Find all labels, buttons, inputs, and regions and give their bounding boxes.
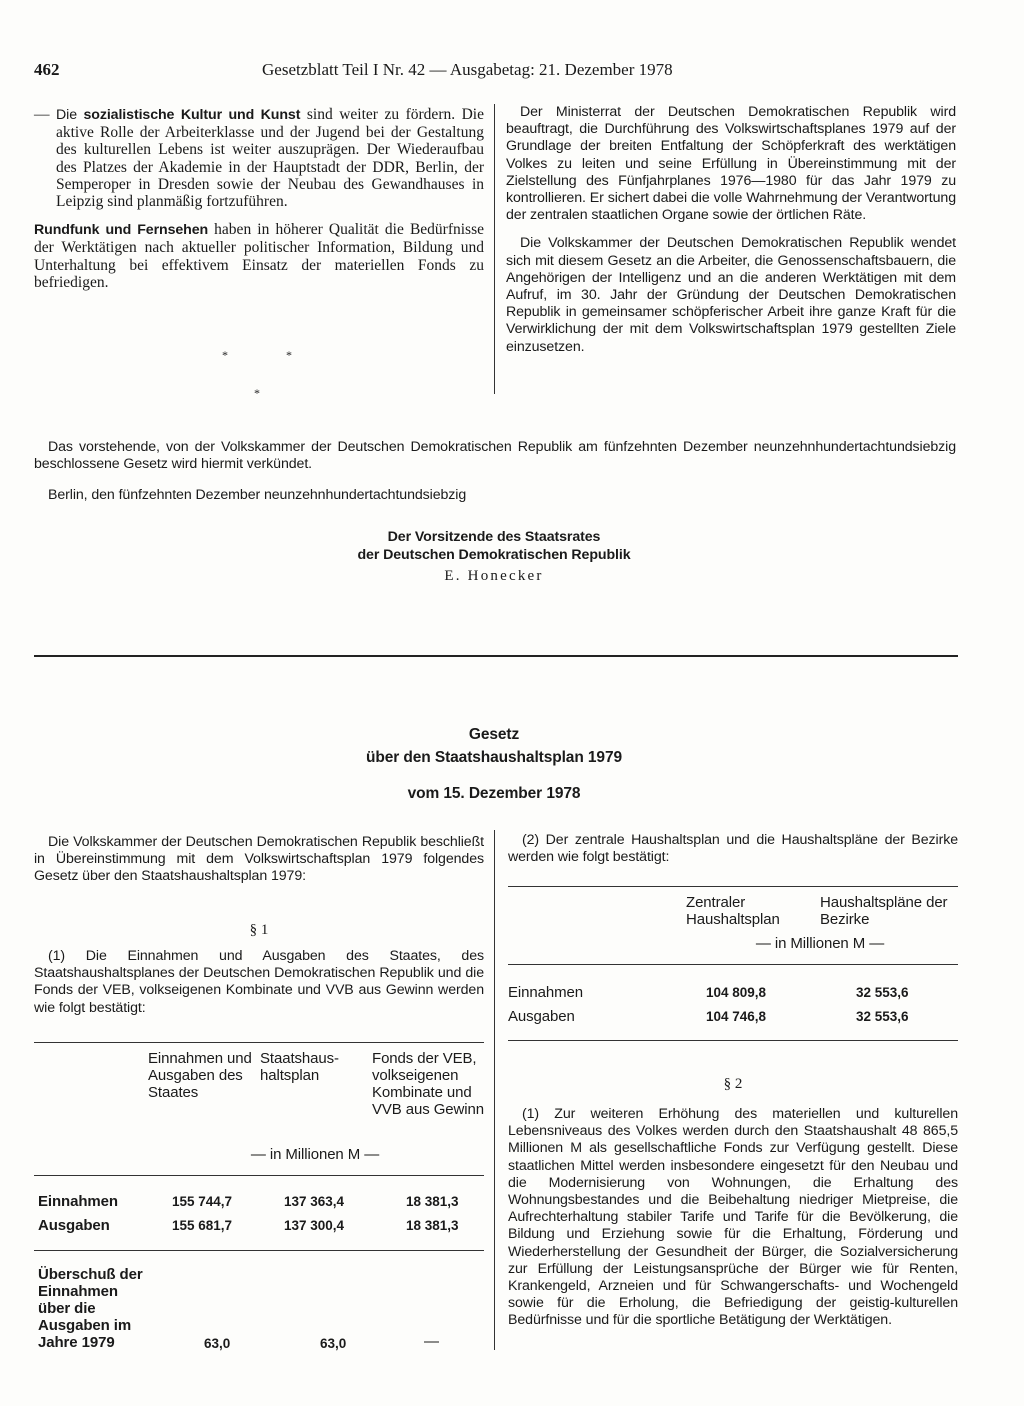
section-star: *: [254, 386, 260, 400]
table1-row-label: Ausgaben: [38, 1217, 110, 1234]
signature-title-line2: der Deutschen Demokratischen Republik: [357, 547, 631, 563]
table1-surplus-cell: —: [424, 1333, 439, 1350]
table1-mid-rule: [34, 1250, 484, 1251]
culture-text: sind weiter zu fördern. Die aktive Rolle der Arbeiterklasse und der Jugend bei der Gestaltung des kulturellen Lebens ist weiter auszuprägen. Der Wiederaufbau des Platzes der Akademie in der Hauptstadt der DDR, Berlin, der Semperoper in Dresden sowie der Neubau des Gewandhauses in Leipzig sind planmäßig fortzuführen.: [56, 106, 484, 211]
law-intro: Die Volkskammer der Deutschen Demokratischen Republik beschließt in Übereinstimmung mit dem Volkswirtschaftsplan 1979 folgendes Gesetz über den Staatshaushaltsplan 1979:: [34, 834, 484, 885]
column-divider: [494, 104, 495, 394]
top-left-column: [34, 106, 484, 291]
law-subtitle: über den Staatshaushaltsplan 1979: [366, 749, 622, 766]
section-1-para-2: (2) Der zentrale Haushaltsplan und die Haushaltspläne der Bezirke werden wie folgt bestätigt:: [508, 832, 958, 866]
header-title: Gesetzblatt Teil I Nr. 42 — Ausgabetag: 21. Dezember 1978: [262, 60, 673, 79]
page-number: 462: [34, 60, 60, 79]
table1-surplus-cell: 63,0: [320, 1336, 347, 1351]
table2-cell: 32 553,6: [856, 1009, 909, 1024]
council-paragraph: Der Ministerrat der Deutschen Demokratischen Republik wird beauftragt, die Durchführung des Volkswirtschaftsplanes 1979 auf der Grundlage der breiten Entfaltung der Schöpferkraft des werktätigen Volkes zu leiten und seine Erfüllung in Übereinstimmung mit der Zielstellung des Fünfjahrplanes 1976—1980 für das Jahr 1979 zu kontrollieren. Er sichert dabei die volle Wahrnehmung der Verantwortung der zentralen staatlichen Organe sowie der örtlichen Räte.: [506, 104, 956, 224]
table1-surplus-cell: 63,0: [204, 1336, 231, 1351]
table2-cell: 104 809,8: [706, 985, 767, 1000]
table1-cell: 137 300,4: [284, 1218, 345, 1233]
proclamation-text: Das vorstehende, von der Volkskammer der Deutschen Demokratischen Republik am fünfzehnten Dezember neunzehnhundertachtundsiebzig beschlossene Gesetz wird hiermit verkündet.: [34, 439, 956, 473]
table1-row-label: Einnahmen: [38, 1193, 118, 1210]
law-title: Gesetz: [468, 726, 520, 743]
culture-bold: sozialistische Kultur und Kunst: [83, 107, 301, 123]
table2-bottom-rule: [508, 1040, 958, 1041]
table2-top-rule: [508, 886, 958, 887]
table1-cell: 18 381,3: [406, 1194, 459, 1209]
section-star: *: [286, 348, 292, 362]
signature-title-line1: Der Vorsitzende des Staatsrates: [387, 529, 601, 545]
section-divider: [34, 655, 958, 657]
section-2-heading: § 2: [723, 1076, 743, 1092]
broadcast-paragraph: [34, 221, 484, 291]
law-date: vom 15. Dezember 1978: [407, 785, 581, 802]
section-1-heading: § 1: [249, 922, 269, 938]
column-divider: [494, 830, 495, 1350]
table1-cell: 155 681,7: [172, 1218, 233, 1233]
section-2-para-1: (1) Zur weiteren Erhöhung des materiellen und kulturellen Lebensniveaus des Volkes werden durch den Staatshaushalt 48 865,5 Millionen M als gesellschaftliche Fonds zur Verfügung gestellt. Diese staatlichen Mittel werden insbesondere eingesetzt für den Neubau und die Modernisierung von Wohnungen, die Erhaltung des Wohnungsbestandes und die Beibehaltung niedriger Mietpreise, die Aufrechterhaltung stabiler Tarife und Tarife für die Bevölkerung, die Bildung und Erziehung sowie für die Erhaltung, Förderung und Wiederherstellung der Gesundheit der Bürger, die Sozialversicherung zur Erfüllung der Leistungsansprüche der Bürger wie für Renten, Krankengeld, Arzneien und für Schwangerschafts- und Wochengeld sowie für die Erholung, die Befriedigung der geistig-kulturellen Bedürfnisse und für die sportliche Betätigung der Werktätigen.: [508, 1106, 958, 1329]
table1-unit: — in Millionen M —: [250, 1146, 380, 1163]
table1-surplus-label: Überschuß der Einnahmen über die Ausgaben im Jahre 1979: [38, 1266, 143, 1351]
table2-col-header-1: Zentraler Haushaltsplan: [686, 894, 780, 928]
table1-cell: 155 744,7: [172, 1194, 233, 1209]
place-date: Berlin, den fünfzehnten Dezember neunzehnhundertachtundsiebzig: [48, 487, 467, 503]
section-star: *: [222, 348, 228, 362]
table2-row-label: Einnahmen: [508, 984, 583, 1001]
signer-name: E. Honecker: [444, 568, 544, 584]
table2-cell: 104 746,8: [706, 1009, 767, 1024]
appeal-paragraph: Die Volkskammer der Deutschen Demokratischen Republik wendet sich mit diesem Gesetz an die Arbeiter, die Genossenschaftsbauern, die Angehörigen der Intelligenz und an die anderen Werktätigen mit dem Aufruf, im 30. Jahr der Gründung der Deutschen Demokratischen Republik in gemeinsamer schöpferischer Arbeit ihre ganze Kraft für die Verwirklichung der mit dem Volkswirtschaftsplan 1979 gestellten Ziele einzusetzen.: [506, 235, 956, 355]
broadcast-text: haben in höherer Qualität die Bedürfnisse der Werktätigen nach aktueller politischer Information, Bildung und Unterhaltung bei effektivem Einsatz der materiellen Fonds zu befriedigen.: [34, 221, 484, 291]
section-1-para-1: (1) Die Einnahmen und Ausgaben des Staates, des Staatshaushaltsplanes der Deutschen Demokratischen Republik und die Fonds der VEB, volkseigenen Kombinate und VVB aus Gewinn werden wie folgt bestätigt:: [34, 948, 484, 1016]
table2-cell: 32 553,6: [856, 985, 909, 1000]
table1-cell: 137 363,4: [284, 1194, 345, 1209]
top-right-column: [506, 104, 956, 356]
culture-pre: Die: [56, 107, 84, 123]
table1-top-rule: [34, 1042, 484, 1043]
table1-col-header-1: Einnahmen und Ausgaben des Staates: [148, 1050, 252, 1101]
table2-col-header-2: Haushaltspläne der Bezirke: [820, 894, 948, 928]
table2-header-rule: [508, 964, 958, 965]
table1-header-rule: [34, 1175, 484, 1176]
table1-cell: 18 381,3: [406, 1218, 459, 1233]
culture-paragraph: [34, 106, 484, 210]
table1-col-header-2: Staatshaus-haltsplan: [260, 1050, 339, 1084]
table1-col-header-3: Fonds der VEB, volkseigenen Kombinate und VVB aus Gewinn: [372, 1050, 484, 1118]
broadcast-bold: Rundfunk und Fernsehen: [34, 222, 209, 239]
table2-unit: — in Millionen M —: [755, 935, 885, 952]
list-dash: —: [34, 106, 50, 123]
signature-title: [294, 528, 694, 564]
table2-row-label: Ausgaben: [508, 1008, 575, 1025]
